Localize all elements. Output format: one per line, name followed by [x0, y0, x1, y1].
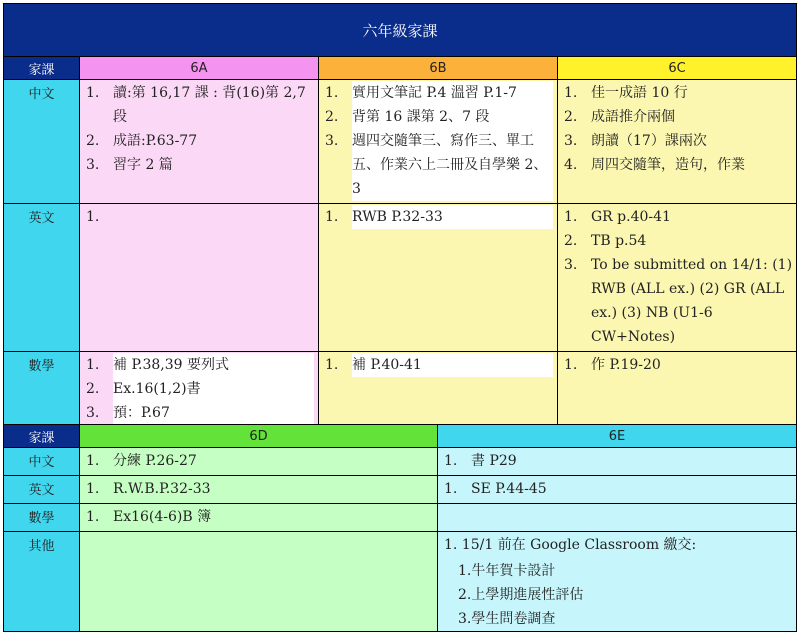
list-item: 1. 書 P29 — [444, 453, 517, 469]
page-title: 六年級家課 — [4, 4, 797, 57]
cell-6a-chinese — [80, 80, 319, 204]
cell-6d-others — [80, 532, 438, 632]
subject-others: 其他 — [4, 532, 80, 632]
list-item: 1. 分練 P.26-27 — [86, 453, 197, 469]
homework-table-6de — [3, 424, 797, 632]
list-item: 1. SE P.44-45 — [444, 481, 547, 497]
cell-6d-maths — [80, 504, 438, 532]
list-item: 1. 佳一成語 10 行 — [564, 85, 688, 101]
cell-6a-maths — [80, 352, 319, 428]
list-item: 1. 作 P.19-20 — [564, 357, 661, 373]
list-item: 1. RWB P.32-33 — [325, 205, 553, 229]
cell-6b-chinese — [319, 80, 558, 204]
header-6c: 6C — [558, 57, 797, 80]
list-item: 1. R.W.B.P.32-33 — [86, 481, 211, 497]
list-item: 2. Ex.16(1,2)書 — [86, 377, 314, 401]
subject-maths: 數學 — [4, 504, 80, 532]
cell-6a-english — [80, 204, 319, 352]
list-item: 1. Ex16(4-6)B 簿 — [86, 509, 212, 525]
cell-6e-english — [438, 476, 797, 504]
cell-6c-english — [558, 204, 797, 352]
subject-chinese: 中文 — [4, 80, 80, 204]
cell-6c-chinese — [558, 80, 797, 204]
cell-6e-others — [438, 532, 797, 632]
list-item: 2. 成語:P.63-77 — [86, 133, 198, 149]
list-item: 3. To be submitted on 14/1: (1) RWB (ALL ex.) (2) GR (ALL ex.) (3) NB (U1-6 CW+Notes) — [564, 257, 793, 345]
list-item: 2. 成語推介兩個 — [564, 109, 675, 125]
subject-chinese: 中文 — [4, 448, 80, 476]
list-item: 1. GR p.40-41 — [564, 209, 671, 225]
subject-english: 英文 — [4, 476, 80, 504]
others-main-item: 1. 15/1 前在 Google Classroom 繳交: — [444, 537, 697, 553]
others-sub-item: 3.學生問卷調查 — [458, 611, 556, 627]
list-item: 3. 朗讀（17）課兩次 — [564, 133, 707, 149]
list-item: 1. 補 P.40-41 — [325, 353, 553, 377]
cell-6e-chinese — [438, 448, 797, 476]
others-sub-item: 2.上學期進展性評估 — [458, 587, 584, 603]
list-item: 2. 背第 16 課第 2、7 段 — [325, 105, 553, 129]
header-6e: 6E — [438, 425, 797, 448]
cell-6e-maths — [438, 504, 797, 532]
header-6b: 6B — [319, 57, 558, 80]
list-item: 3. 預：P.67 — [86, 401, 314, 425]
list-item: 1. 補 P.38,39 要列式 — [86, 353, 314, 377]
cell-6d-english — [80, 476, 438, 504]
subject-maths: 數學 — [4, 352, 80, 428]
cell-6b-maths — [319, 352, 558, 428]
cell-6c-maths — [558, 352, 797, 428]
header-6a: 6A — [80, 57, 319, 80]
cell-6d-chinese — [80, 448, 438, 476]
list-item: 1. 讀:第 16,17 課 : 背(16)第 2,7 段 — [86, 85, 306, 125]
list-item: 3. 週四交隨筆三、寫作三、單工五、作業六上二冊及自學樂 2、3 — [325, 129, 553, 201]
list-item: 3. 習字 2 篇 — [86, 157, 173, 173]
others-sub-item: 1.牛年賀卡設計 — [458, 563, 556, 579]
homework-table-6abc — [3, 3, 797, 428]
header-6d: 6D — [80, 425, 438, 448]
list-item: 4. 周四交隨筆，造句，作業 — [564, 157, 745, 173]
list-item: 1. 實用文筆記 P.4 溫習 P.1-7 — [325, 81, 553, 105]
header-subject: 家課 — [4, 57, 80, 80]
header-subject: 家課 — [4, 425, 80, 448]
list-item: 1. — [86, 209, 100, 225]
subject-english: 英文 — [4, 204, 80, 352]
list-item: 2. TB p.54 — [564, 233, 647, 249]
cell-6b-english — [319, 204, 558, 352]
